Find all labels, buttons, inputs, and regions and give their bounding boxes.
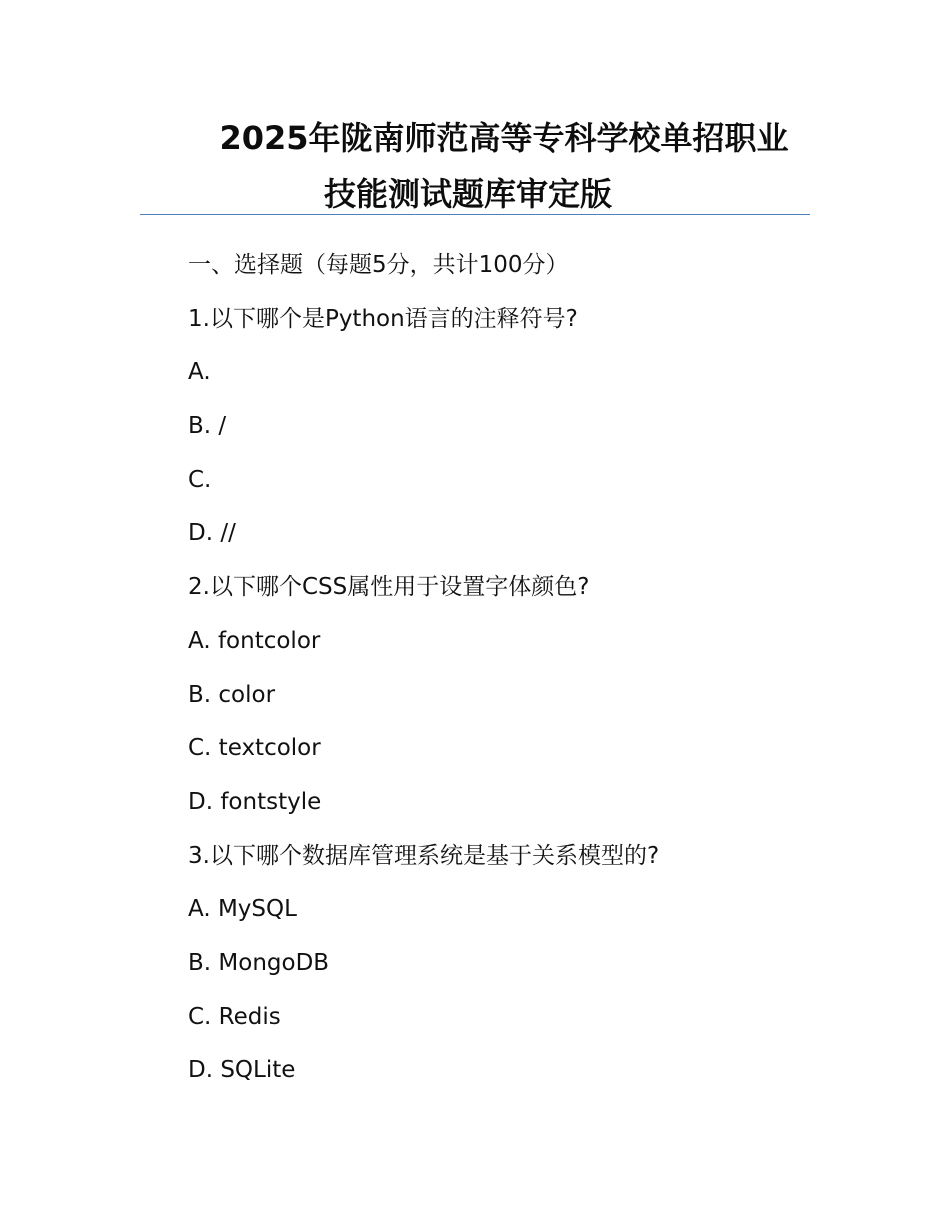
question-3-option-a: A. MySQL <box>188 896 297 923</box>
question-3-option-d: D. SQLite <box>188 1057 296 1084</box>
question-1-option-a: A. <box>188 359 211 386</box>
question-3-option-b: B. MongoDB <box>188 949 330 976</box>
document-title-line-2: 技能测试题库审定版 <box>323 175 612 213</box>
question-2-option-d: D. fontstyle <box>188 788 322 815</box>
question-2-option-c: C. textcolor <box>188 735 321 762</box>
question-1: 1.以下哪个是Python语言的注释符号? <box>188 305 578 332</box>
question-1-option-d: D. // <box>188 520 236 547</box>
question-3-option-c: C. Redis <box>188 1003 281 1030</box>
question-list <box>188 243 808 1102</box>
question-2-option-a: A. fontcolor <box>188 627 321 654</box>
document-title-line-1: 2025年陇南师范高等专科学校单招职业 <box>219 119 789 157</box>
title-divider <box>140 214 810 215</box>
question-3: 3.以下哪个数据库管理系统是基于关系模型的? <box>188 842 660 869</box>
question-2: 2.以下哪个CSS属性用于设置字体颜色? <box>188 574 590 601</box>
section-heading: 一、选择题（每题5分，共计100分） <box>188 252 569 278</box>
question-2-option-b: B. color <box>188 681 276 708</box>
document-title <box>140 110 810 222</box>
question-1-option-c: C. <box>188 466 212 493</box>
question-1-option-b: B. / <box>188 413 227 440</box>
